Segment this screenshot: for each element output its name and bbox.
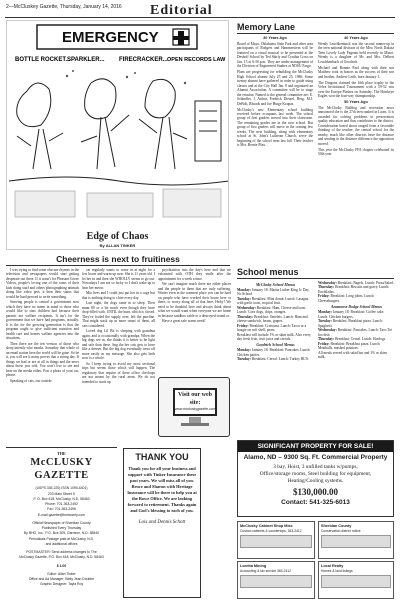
memory-paragraph: The Dragons claimed the fifth place trophy in the Velva Invitational Tournament with a 59-52 win over the Europe Flashes on Saturday. The Hawkeye Eagles won the four-way championship. — [318, 80, 394, 99]
editorial-cartoon — [6, 20, 229, 250]
website-ad[interactable] — [158, 377, 230, 437]
menu-item: Thursday: Breakfast: Biscuits and gravy. Lunch: Enchiladas. — [318, 285, 390, 294]
menu-item: Monday: January 18: Breakfast: Pancakes. Lunch: Chicken patties. — [237, 348, 311, 357]
property-ad-contact: Contact: 541-325-6013 — [281, 498, 350, 506]
monitor-base — [181, 423, 209, 426]
label-firecracker: FIRECRACKER... — [119, 57, 168, 63]
memory-heading: 30 Years Ago — [263, 36, 287, 40]
article-col-1 — [6, 268, 79, 448]
menu-item: Monday: January 18: Martin Luther King Jr. Day. No School — [237, 287, 310, 297]
visit-line-1: Visit our web site: — [177, 392, 212, 406]
memory-paragraph: This year the McClusky FFA chapter celebrated its 50th year. — [318, 147, 394, 157]
masthead-phone: Phone: 701-363-2492 — [45, 502, 78, 506]
label-sparkler: SPARKLER... — [67, 57, 105, 63]
masthead-usps: (USPS 335-220) ISSN 1095-6401) — [35, 486, 88, 491]
masthead-staff-1: Editor: Allan Tinker — [47, 571, 76, 576]
masthead-price: $ 1.00 — [56, 563, 67, 568]
school-menus-col-1 — [237, 281, 314, 362]
masthead-postmaster-1: POSTMASTER: Send address changes to The — [26, 550, 97, 554]
monitor-frame — [158, 377, 230, 437]
menu-item: Friday: Breakfast: Breakfast pizza. Lunch: Meatballs, mashed potatoes. — [318, 341, 381, 351]
menu-item: Tuesday: Breakfast: Mini donut. Lunch: Lasagna with garlic toast, tropical fruit. — [237, 296, 309, 306]
header-rule — [5, 17, 395, 18]
property-ad-item: Heating/Cooling systems. — [287, 478, 344, 485]
school-menus-rule — [237, 278, 394, 279]
menu-item: Thursday: Breakfast: Omelets. Lunch: Ham and cheese sandwich, beans, grapes. — [237, 314, 308, 324]
ad-image — [321, 535, 391, 548]
classified-ad: Sheridan County Conservation district notice — [318, 521, 394, 559]
menu-item: All meals served with salad bar and 1% or skim milk. — [318, 350, 387, 359]
school-menus-col-2 — [318, 281, 395, 359]
menu-item: Tuesday: Breakfast: Cereal. Lunch: Turkey BLTs — [237, 357, 309, 362]
article-paragraph: Last night, the dogs came in to sleep. Their mum 80 or a bit much even though they have drop-filled with. UNTIL the hunt, which is closed. They've fooled the supply over, left the purrline. That might stack up as more smart of them, all cats considered. — [82, 301, 155, 328]
menu-item: Wednesday: Breakfast: Ham, Cheese and toast. Lunch: Corn dogs, chips, oranges. — [237, 305, 307, 315]
property-ad-items — [238, 464, 393, 485]
menu-item: Wednesday: Breakfast: Pancakes. Lunch: Taco Tot hot dish. — [318, 328, 393, 337]
property-ad-item: Office/storage rooms, Steel building for equipment, — [259, 471, 372, 478]
property-ad-banner: SIGNIFICANT PROPERTY FOR SALE! — [238, 441, 393, 452]
masthead-title: McCLUSKY GAZETTE — [30, 457, 93, 482]
property-ad-price: $130,000.00 — [293, 487, 338, 498]
memory-lane-col-1 — [237, 35, 313, 149]
masthead-postmaster-2: McClusky Gazette, P.O. Box 618, McClusky, N.D. 58463 — [19, 555, 104, 560]
masthead-official-5: and additional offices — [45, 541, 78, 546]
classified-ad: Local Realty Homes & land listings — [318, 561, 394, 599]
article-paragraph: Have a great safe warm week! — [162, 319, 206, 324]
menu-heading: McClusky School Menus — [255, 282, 296, 287]
masthead-fax: Fax: 701-363-2496 — [47, 507, 76, 512]
memory-paragraph: Michael and Bonnie Paul along with their son Matthew took in honors as the success of their son and brother, Andrew Leith, born January 1. — [318, 65, 394, 79]
article-paragraph: We can't imagine much there are either places and the people in them that are truly suffering. Winter even in the warmest place you can be hard on people who have worked their house here or there, or worry along all of that here, Hefty? We need to be thankful here and always think about what we would want when everyone we are home in because sandbox cable or a destroyed sound or. — [158, 282, 231, 318]
masthead-official-2: Published Every Thursday — [41, 526, 82, 530]
article-paragraph: Starving people is central a government now which they have no intent in mind to those who would like to start children had because their parents are welfare recipients. It isn't for the government that we have had programs, actually. It is the for the growing generation is that the program ought to give sufficient nutrition and health care and homes welfare agencies into the situations. — [6, 300, 79, 341]
thank-you-title: THANK YOU — [135, 452, 189, 462]
sparks — [66, 70, 186, 84]
masthead-email[interactable]: E-mail gazette@bmtcomfy.com — [38, 512, 85, 517]
memory-paragraph: Board of Mayo, Oklahoma State Park and other area participants of Rodgers and Hammerstein will be featured on a visual musical to be presented at the Deshoff School by Ted Shirly and Cynthia Cross on Jan. 15 at 6:30 p.m. They are under management of the Division of Engineered Studies at NDSU Fargo. — [237, 41, 313, 69]
memory-paragraph: Wendy Leuchkenbach was the second runner-up in the teen national division of the Miss North Dakota Teen Lovely Lady Pageant held recently in Minot. Wendy is a daughter of Mr. and Mrs. Delbert Leuchkenbach of Goodrich. — [318, 41, 394, 64]
memory-lane-col-2 — [318, 35, 394, 158]
masthead-staff-3: Graphic Designer: Tayla Roy — [39, 582, 84, 587]
monitor-screen — [173, 388, 217, 416]
article-paragraph: cat regularly wants to come in at night for a few hours and warm up now. She is 11 years old. I let her in and then she WHOLLY seems to go out. Nowadays I am not so lucky so I don't wake up to hear her meow. — [82, 268, 155, 290]
memory-heading: 50 Years Ago — [344, 100, 368, 105]
memory-paragraph: Plans are progressing for rebuilding the McClusky High School alumni July 25 and 25, 1986. Some twenty alumni have gathered in order to guide using classes and at the City Hall Jan. 8 and organized an Alumni Association. A committee will be to stage the reunion. Named to the general committee are: E. Schindler, J. Arthur, Fredrick Dietzel, Berg, M.J. DeBolt, Rhoads and Joe Hinge Koupas. — [237, 70, 313, 106]
article-col-3 — [158, 268, 231, 374]
article-paragraph: Mia lives and I could just put her in a cage but that is nothing doing to close every day. — [82, 291, 155, 300]
article-paragraph: Then there are the ten version of those who sleep intently who monks. Someday that whole of an email nation here the world will be gone. So be it, you will see it many proves that a strong day. If things we had or are at all in things and the news about those you told. You won't live to see and hear on the media either. Post a photo of your cat, please. — [6, 341, 79, 378]
memory-paragraph: The McClusky Bulldog and recreation news announced she is the 27th teen ranked in Lions. It is awarded for solving problems in preservation quality education and thus contributes to the district. Consideration based about ranged from a favorable thinking of the teacher, the central school for the nearby, much like other districts have the distance and sending to the distance difference the opposition moved. — [318, 105, 394, 146]
article-col-2 — [82, 268, 155, 448]
article-paragraph: I was trying to find some obscure rhymes in the television and newspapers would start getting desperate out there. If it wasn't for Pleasant Grove Videos, people's loving one of the coms of their kids doing stuff and others photographing animals doing like video pets, it then their status that would be hard pressed to write something. — [6, 268, 79, 299]
article-rule — [6, 265, 230, 266]
menu-item: Monday: January 18: Breakfast: Coffee cake. Lunch: Chicken burgers. — [318, 310, 385, 319]
masthead-official-3: By BHG, Inc., P.O. Box 309, Garrison, N.D. 58540 — [23, 531, 100, 536]
article-paragraph: Speaking of cats, our outside — [10, 378, 52, 383]
menu-item: Friday: Breakfast: Croissant. Lunch: Tacos or a hoagie on soft shell, pears. — [237, 323, 307, 333]
ad-image — [240, 535, 312, 548]
label-bottle-rocket: BOTTLE ROCKET... — [15, 57, 71, 63]
menu-item: Thursday: Breakfast: Cereal. Lunch: Hotdogs. — [318, 337, 387, 342]
menu-item: Friday: Breakfast: Long johns. Lunch: Cheeseburgers. — [318, 294, 375, 303]
memory-paragraph: McClusky's new Elementary school building received before occupants last week. The school group of first graders moved into their classroom. The remaining grades are in the now school. But group of first graders will move in the coming few weeks. The new building, along with elementary school at St. John's Lutheran Church, serve the beginning of the school term last fall. Their teacher is Mrs. Bernie Pfau. — [237, 107, 313, 148]
masthead-official-1: Official Newspaper of Sheridan County — [32, 520, 91, 525]
page-folio: 2—McCluskey Gazette, Thursday, January 14, 2016 — [6, 4, 122, 10]
masthead-address-1: 203 Main Street S — [47, 491, 76, 496]
ad-image — [321, 575, 391, 588]
memory-heading: 40 Years Ago — [344, 36, 368, 40]
cartoon-drawing — [7, 21, 229, 226]
article-paragraph: Loved dog Lil Bit is sleeping with grandma again, and is occasionally with grandpa. When the big dogs see in, she thinks it is better to be light and safe than these. Sng the her cats gets to have like a dresser. But the big dog eventually went off more easily as my message. She also gets both now is a whole. — [82, 329, 155, 361]
label-open-records: OPEN RECORDS LAW — [167, 57, 226, 63]
classified-ad: McClusky Cabinet Shop Misc Custom cabinets & countertops, 363-2412 — [237, 521, 315, 559]
thank-you-ad — [123, 448, 201, 598]
menu-heading: Goodrich School Menus — [256, 343, 295, 348]
masthead-the: THE — [57, 451, 66, 456]
masthead-official-4: Periodicals Postage paid at McClusky, N.D. — [28, 536, 95, 541]
menu-item: Breakfast will include 1% or skim milk. Also every day fresh fruit, fruit juice and cereals. — [237, 332, 311, 342]
menu-heading: Anamoose Dodge School Menus — [331, 304, 382, 309]
thank-you-signature: Lois and Dennis Schott — [138, 519, 186, 525]
classified-ad: Loretta Mining Accounting & tax service 363-2412 — [237, 561, 315, 599]
memory-lane-title: Memory Lane — [237, 22, 296, 32]
visit-url[interactable]: www.mccluskygazette.com — [175, 407, 216, 411]
menu-item: Wednesday: Breakfast: Bagels. Lunch: Pizza/Salad. — [318, 281, 394, 285]
cartoon-byline: By ALLAN TINKER — [99, 243, 136, 248]
emergency-sign-text: EMERGENCY — [62, 29, 159, 46]
menu-item: Tuesday: Breakfast: Breakfast pizza. Lunch: Spaghetti. — [318, 319, 383, 328]
article-title: Cheerness is next to fruitiness — [56, 254, 180, 264]
section-heading: Editorial — [150, 3, 213, 18]
masthead-box — [6, 447, 117, 599]
ad-image — [240, 575, 312, 588]
thank-you-body: Thank you for all your business and support with Tinker Insurance these past years. We will miss all of you. Bruce and Sharon with Heritage Insurance will be there to help you at the Bowe Office. We are looking forward to retirement. Thanks again and God's blessing to each of you. — [127, 466, 197, 513]
masthead-address-2: P. O. Box 618, McClusky, N.D. 58463 — [33, 496, 90, 501]
property-for-sale-ad — [237, 440, 394, 517]
masthead-staff-2: Office and Ad Manager: Betty Jean Doubler — [28, 577, 95, 581]
memory-lane-rule — [237, 33, 394, 34]
cartoon-title: Edge of Chaos — [86, 231, 149, 242]
cartoon-figures — [9, 79, 229, 185]
property-ad-address: Alamo, ND – 9300 Sq. Ft. Commercial Property — [243, 454, 388, 462]
school-menus-title: School menus — [237, 267, 299, 277]
article-paragraph: So I keep trying to avoid my most sectional trips but seems those which will happen. The regulatory that require of these office checkups are not meant by the rural areas. We do not intended to stack up — [82, 361, 155, 384]
property-ad-item: 3 bay, Hoist, 3 unfilled tanks w/pumps, — [273, 464, 358, 471]
article-paragraph: psychiatrists into the day's here and that we exhausted with OTH they smile after the appointment for a week a time. — [158, 268, 231, 281]
